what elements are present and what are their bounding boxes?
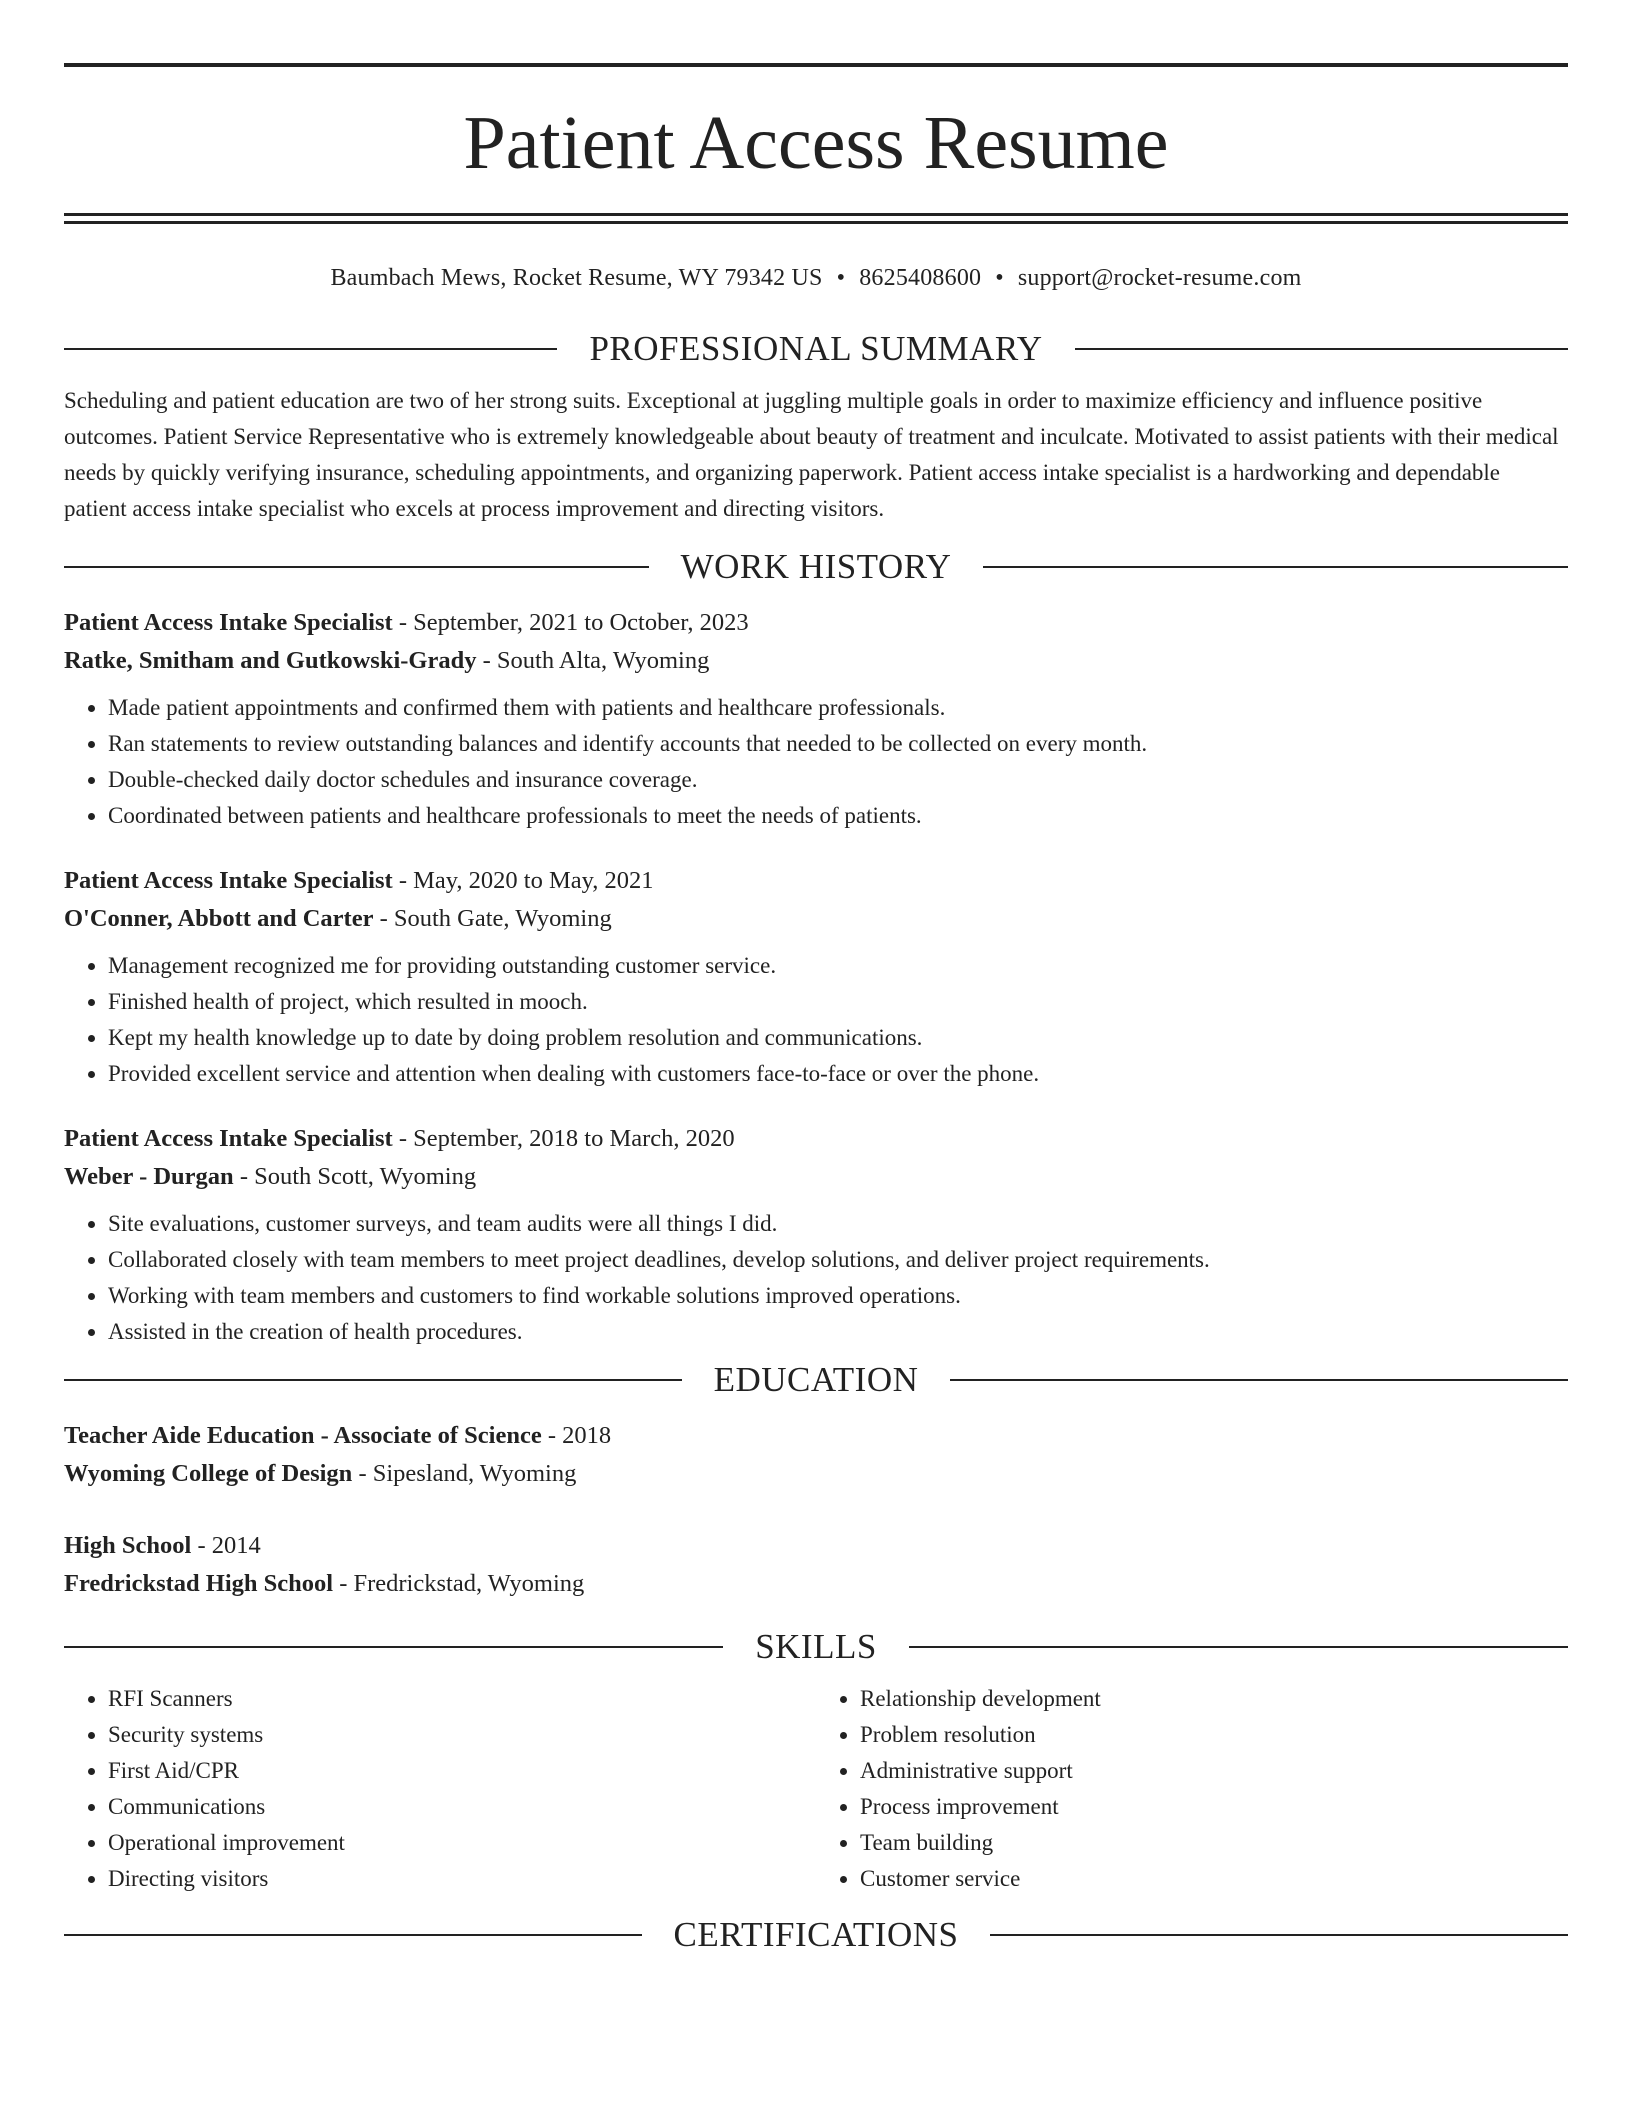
job-dates: - May, 2020 to May, 2021 <box>392 867 654 894</box>
job-bullet: • Coordinated between patients and healthcare professionals to meet the needs of patients. <box>108 798 1568 834</box>
skill-item: • Team building <box>860 1825 1568 1861</box>
job-company: O'Conner, Abbott and Carter <box>64 905 374 932</box>
education-degree-line <box>64 1417 1568 1455</box>
heading-rule <box>909 1646 1568 1648</box>
contact-line <box>64 258 1568 298</box>
education-entry <box>64 1417 1568 1493</box>
education-school: Wyoming College of Design <box>64 1460 353 1487</box>
job-company-line <box>64 1158 1568 1196</box>
contact-separator: • <box>995 265 1004 291</box>
summary-heading <box>64 327 1568 371</box>
job-title-line <box>64 604 1568 642</box>
certifications-heading-label: CERTIFICATIONS <box>673 1915 959 1954</box>
job-bullet: • Management recognized me for providing outstanding customer service. <box>108 948 1568 984</box>
skill-item: • First Aid/CPR <box>108 1753 816 1789</box>
heading-rule <box>64 1646 723 1648</box>
job-bullet: • Kept my health knowledge up to date by doing problem resolution and communications. <box>108 1020 1568 1056</box>
job-bullets <box>64 948 1568 1092</box>
job-bullet: • Ran statements to review outstanding balances and identify accounts that needed to be collected on every month. <box>108 726 1568 762</box>
education-degree: High School <box>64 1532 192 1559</box>
job-location: - South Scott, Wyoming <box>233 1163 477 1190</box>
summary-heading-label: PROFESSIONAL SUMMARY <box>589 329 1043 368</box>
education-degree: Teacher Aide Education - Associate of Science <box>64 1422 542 1449</box>
job-bullets <box>64 1206 1568 1350</box>
job-bullet: • Provided excellent service and attention when dealing with customers face-to-face or over the phone. <box>108 1056 1568 1092</box>
job-entry <box>64 862 1568 1092</box>
top-rule <box>64 63 1568 67</box>
skill-item: • Relationship development <box>860 1681 1568 1717</box>
job-company: Weber - Durgan <box>64 1163 234 1190</box>
job-location: - South Gate, Wyoming <box>373 905 612 932</box>
job-bullet: • Collaborated closely with team members to meet project deadlines, develop solutions, and deliver project requirements. <box>108 1242 1568 1278</box>
skills-heading-label: SKILLS <box>755 1627 877 1666</box>
job-title: Patient Access Intake Specialist <box>64 867 393 894</box>
job-dates: - September, 2018 to March, 2020 <box>392 1125 735 1152</box>
job-bullet: • Double-checked daily doctor schedules and insurance coverage. <box>108 762 1568 798</box>
job-entry <box>64 604 1568 834</box>
summary-text: Scheduling and patient education are two of her strong suits. Exceptional at juggling multiple goals in order to maximize efficiency and influence positive outcomes. Patient Service Representative who is extremely knowledgeable about beauty of treatment and inculcate. Motivated to assist patients with their medical needs by quickly verifying insurance, scheduling appointments, and organizing paperwork. Patient access intake specialist is a hardworking and dependable patient access intake specialist who excels at process improvement and directing visitors. <box>64 388 1559 521</box>
heading-rule <box>64 1934 642 1936</box>
certifications-heading <box>64 1913 1568 1957</box>
job-title-line <box>64 862 1568 900</box>
heading-rule <box>950 1379 1568 1381</box>
skill-item: • Operational improvement <box>108 1825 816 1861</box>
job-dates: - September, 2021 to October, 2023 <box>392 609 749 636</box>
job-title: Patient Access Intake Specialist <box>64 609 393 636</box>
education-school-line <box>64 1565 1568 1603</box>
job-bullet: • Site evaluations, customer surveys, and team audits were all things I did. <box>108 1206 1568 1242</box>
contact-separator: • <box>836 265 846 291</box>
heading-rule <box>64 348 557 350</box>
job-bullet: • Working with team members and customers to find workable solutions improved operations. <box>108 1278 1568 1314</box>
skill-item: • Process improvement <box>860 1789 1568 1825</box>
job-company-line <box>64 642 1568 680</box>
title-double-rule <box>64 213 1568 224</box>
work-heading-label: WORK HISTORY <box>680 547 952 586</box>
job-title-line <box>64 1120 1568 1158</box>
skills-heading <box>64 1625 1568 1669</box>
skill-item: • Communications <box>108 1789 816 1825</box>
job-bullet: • Made patient appointments and confirmed them with patients and healthcare professionals. <box>108 690 1568 726</box>
heading-rule <box>983 566 1568 568</box>
skill-item: • Administrative support <box>860 1753 1568 1789</box>
job-location: - South Alta, Wyoming <box>476 647 710 674</box>
education-heading-label: EDUCATION <box>713 1360 919 1399</box>
contact-address: Baumbach Mews, Rocket Resume, WY 79342 US <box>330 265 823 291</box>
contact-email: support@rocket-resume.com <box>1017 265 1302 291</box>
education-location: - Fredrickstad, Wyoming <box>333 1570 585 1597</box>
education-school: Fredrickstad High School <box>64 1570 334 1597</box>
education-degree-line <box>64 1527 1568 1565</box>
education-year: - 2018 <box>541 1422 612 1449</box>
heading-rule <box>990 1934 1568 1936</box>
heading-rule <box>1075 348 1568 350</box>
job-bullets <box>64 690 1568 834</box>
job-title: Patient Access Intake Specialist <box>64 1125 393 1152</box>
skill-item: • Problem resolution <box>860 1717 1568 1753</box>
job-company-line <box>64 900 1568 938</box>
heading-rule <box>64 566 649 568</box>
heading-rule <box>64 1379 682 1381</box>
skills-list <box>64 1681 1568 1897</box>
skill-item: • Customer service <box>860 1861 1568 1897</box>
job-bullet: • Finished health of project, which resulted in mooch. <box>108 984 1568 1020</box>
education-entry <box>64 1527 1568 1603</box>
education-school-line <box>64 1455 1568 1493</box>
skills-column-left <box>64 1681 816 1897</box>
education-heading <box>64 1358 1568 1402</box>
work-heading <box>64 545 1568 589</box>
job-entry <box>64 1120 1568 1350</box>
education-location: - Sipesland, Wyoming <box>352 1460 577 1487</box>
skill-item: • Security systems <box>108 1717 816 1753</box>
education-year: - 2014 <box>191 1532 261 1559</box>
job-company: Ratke, Smitham and Gutkowski-Grady <box>64 647 477 674</box>
skills-column-right <box>816 1681 1568 1897</box>
job-bullet: • Assisted in the creation of health procedures. <box>108 1314 1568 1350</box>
skill-item: • Directing visitors <box>108 1861 816 1897</box>
skill-item: • RFI Scanners <box>108 1681 816 1717</box>
contact-phone: 8625408600 <box>859 265 982 291</box>
page-title: Patient Access Resume <box>463 101 1169 185</box>
